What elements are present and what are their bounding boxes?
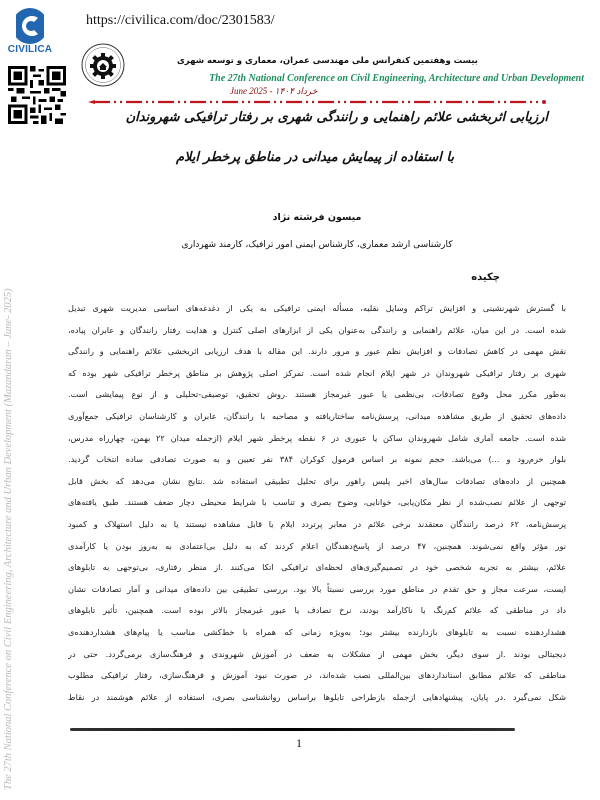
- abstract-line: شهری بر رفتار ترافیکی شهروندان در شهر ایلام انجام شده است. تمرکز اصلی پژوهش بر مناطق پرخطر ترافیکی شهر بوده که: [68, 367, 566, 378]
- author-affiliation: کارشناسی ارشد معماری، کارشناس ایمنی امور ترافیک، کارمند شهرداری: [181, 240, 453, 250]
- abstract-line: نور مؤثر واقع نمی‌شوند. همچنین، ۴۷ درصد از پاسخ‌دهندگان اعلام کردند که به دلیل بی‌اعتمادی به به‌روز بودن یا کارآمدی: [68, 540, 566, 551]
- civilica-logo-text: CIVILICA: [7, 44, 53, 55]
- qr-code-icon[interactable]: [8, 66, 66, 124]
- abstract-line: هشداردهنده نسبت به تابلوهای بازدارنده بیشتر بود؛ به‌ویژه زمانی که همراه با خط‌کشی مناسب یا پیام‌های هشداردهنده‌ی: [68, 626, 566, 637]
- abstract-line: شکل نمی‌گیرد .در پایان، پیشنهادهایی ازجمله بازطراحی تابلوها براساس روانشناسی بصری، استفاده از علائم هوشمند در نقاط: [68, 691, 566, 702]
- document-url[interactable]: https://civilica.com/doc/2301583/: [86, 13, 275, 28]
- abstract-line: مناطقی که علائم مطابق استانداردهای بین‌المللی نصب شده‌اند، در صورت نبود آموزش و فرهنگ‌سازی، رفتار ترافیکی مطلوب: [68, 670, 566, 681]
- abstract-line: نقش مهمی در کاهش تصادفات و افزایش نظم عبور و مرور دارند. این مقاله با هدف ارزیابی اثربخشی علائم راهنمایی و رانندگی: [68, 346, 566, 357]
- abstract-line: علائم، بیشتر به تجربه شخصی خود در تصمیم‌گیری‌های لحظه‌ای ترافیکی اتکا می‌کنند .از منظر رفتاری، بی‌توجهی به تابلوهای: [68, 562, 566, 573]
- abstract-line: پرسش‌نامه، ۶۲ درصد رانندگان معتقدند برخی علائم در معابر پرتردد ایلام یا قابل مشاهده نیستند یا به دلیل استهلاک و کمبود: [68, 518, 566, 529]
- footer-rule: [70, 728, 515, 731]
- conference-emblem-icon: [80, 42, 126, 88]
- conference-title-fa: بیست وهفتمین کنفرانس ملی مهندسی عمران، معماری و توسعه شهری: [177, 56, 478, 66]
- side-watermark: The 27th National Conference on Civil Engineering, Architecture and Urban Development (Mazandaran – June- 2025): [3, 288, 14, 790]
- conference-date: خرداد ۱۴۰۴ - June 2025: [230, 86, 318, 96]
- paper-title-line2: با استفاده از پیمایش میدانی در مناطق پرخطر ایلام: [175, 150, 455, 165]
- author-name: میسون فرشته نژاد: [272, 212, 362, 223]
- abstract-line: داد در مناطقی که علائم کم‌رنگ یا ناکارآمد بودند، نرخ تصادف یا عبور غیرمجاز بالاتر بوده است. همچنین، تأثیر تابلوهای: [68, 605, 566, 616]
- abstract-line: با گسترش شهرنشینی و افزایش تراکم وسایل نقلیه، مسأله ایمنی ترافیکی به یکی از دغدغه‌های اساسی مدیریت شهری تبدیل: [68, 303, 566, 313]
- civilica-c-icon: [8, 6, 52, 46]
- paper-title-line1: ارزیابی اثربخشی علائم راهنمایی و رانندگی شهری بر رفتار ترافیکی شهروندان: [125, 110, 548, 125]
- abstract-body: [68, 298, 566, 708]
- abstract-line: به‌طور مکرر محل وقوع تصادفات، بی‌نظمی یا عبور غیرمجاز هستند .روش تحقیق، توصیفی-تحلیلی و از نوع پیمایشی است.: [68, 389, 566, 400]
- abstract-line: داده‌های تحقیق از طریق مشاهده میدانی، پرسش‌نامه ساختاریافته و مصاحبه با رانندگان، عابران و کارشناسان ترافیکی جمع‌آوری: [68, 410, 566, 421]
- conference-title-en: The 27th National Conference on Civil Engineering, Architecture and Urban Development: [209, 73, 584, 84]
- abstract-line: بلوار خرم‌رود و ...) می‌باشد. حجم نمونه بر اساس فرمول کوکران ۳۸۴ نفر تعیین و به صورت تصادفی ساده انتخاب گردید.: [68, 454, 566, 465]
- abstract-line: توجهی از علائم نصب‌شده از نظر مکان‌یابی، خوانایی، وضوح بصری و تناسب با شرایط محیطی دچار ضعف هستند. طبق یافته‌های: [68, 497, 566, 508]
- abstract-line: شده است. در این میان، علائم راهنمایی و رانندگی به‌عنوان یکی از ابزارهای اصلی کنترل و هدایت رفتار رانندگان و عابران پیاده،: [68, 324, 566, 335]
- abstract-line: همچنین از داده‌های تصادفات سال‌های اخیر پلیس راهور برای تحلیل تطبیقی استفاده شد .نتایج نشان می‌دهد که بخش قابل: [68, 475, 566, 486]
- header-divider: [88, 100, 548, 104]
- abstract-line: شده است. جامعه آماری شامل شهروندان ساکن یا عبوری در ۶ نقطه پرخطر شهر ایلام (ازجمله میدان ۲۲ بهمن، چهارراه مدرس،: [68, 432, 566, 443]
- abstract-line: ایست، سرعت مجاز و حق تقدم در مناطق مورد بررسی نسبتاً بالا بود. بررسی تطبیقی بین داده‌های میدانی و آمار تصادفات نشان: [68, 583, 566, 594]
- abstract-heading: چکیده: [471, 272, 500, 283]
- abstract-line: دیجیتالی بودند .از سوی دیگر، بخش مهمی از مشکلات به ضعف در آموزش شهروندی و فرهنگ‌سازی برمی‌گردد. حتی در: [68, 648, 566, 659]
- page-number: 1: [296, 736, 302, 750]
